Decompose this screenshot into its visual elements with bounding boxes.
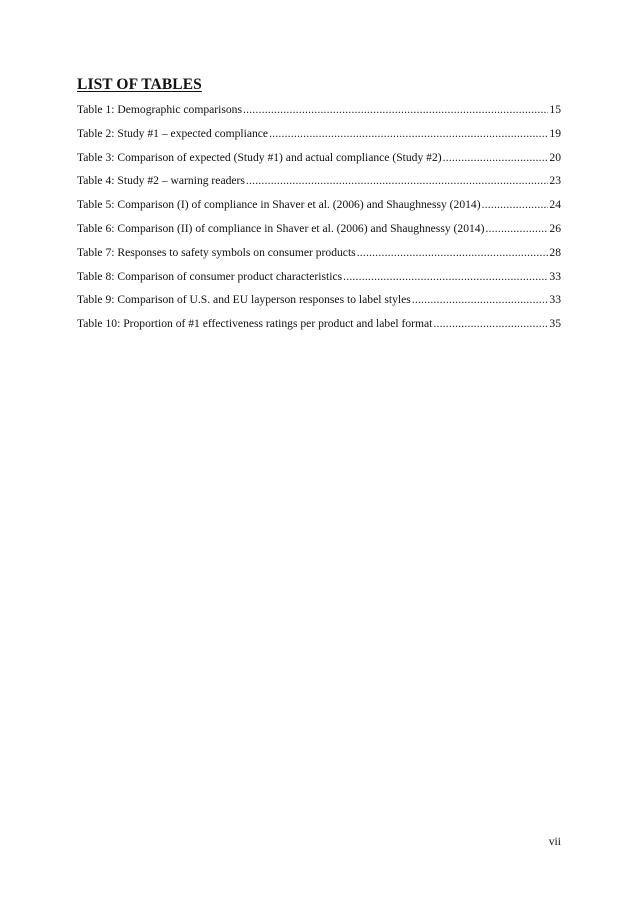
toc-entry[interactable] bbox=[77, 103, 561, 127]
dot-leader bbox=[443, 151, 549, 165]
toc-entry-page: 26 bbox=[549, 221, 561, 235]
toc-entry-page: 33 bbox=[549, 293, 561, 307]
dot-leader bbox=[482, 198, 549, 212]
toc-entry-label: Table 8: Comparison of consumer product characteristics bbox=[77, 269, 343, 283]
toc-entry-label: Table 3: Comparison of expected (Study #1) and actual compliance (Study #2) bbox=[77, 150, 442, 164]
toc-entry-label: Table 10: Proportion of #1 effectiveness ratings per product and label format bbox=[77, 317, 433, 331]
toc-entry-label: Table 6: Comparison (II) of compliance in Shaver et al. (2006) and Shaughnessy (2014) bbox=[77, 221, 485, 235]
dot-leader bbox=[357, 246, 549, 260]
page-title: LIST OF TABLES bbox=[77, 76, 202, 93]
dot-leader bbox=[343, 270, 548, 284]
dot-leader bbox=[485, 222, 548, 236]
toc-entry[interactable] bbox=[77, 222, 561, 246]
toc-entry-label: Table 4: Study #2 – warning readers bbox=[77, 174, 245, 188]
toc-entry-page: 15 bbox=[549, 103, 561, 116]
toc-entry-page: 28 bbox=[549, 245, 561, 259]
toc-entry[interactable] bbox=[77, 151, 561, 175]
toc-entry-page: 24 bbox=[549, 198, 561, 212]
toc-entry-label: Table 1: Demographic comparisons bbox=[77, 103, 242, 116]
toc-entry-label: Table 7: Responses to safety symbols on consumer products bbox=[77, 245, 356, 259]
toc-entry-label: Table 9: Comparison of U.S. and EU layperson responses to label styles bbox=[77, 293, 411, 307]
toc-entry[interactable] bbox=[77, 270, 561, 294]
toc-entry[interactable] bbox=[77, 198, 561, 222]
dot-leader bbox=[412, 293, 549, 307]
toc-entry-page: 19 bbox=[549, 126, 561, 140]
toc-entry-label: Table 5: Comparison (I) of compliance in Shaver et al. (2006) and Shaughnessy (2014) bbox=[77, 198, 481, 212]
page-number: vii bbox=[548, 835, 561, 848]
toc-entry[interactable] bbox=[77, 127, 561, 151]
dot-leader bbox=[246, 174, 549, 188]
toc-entry[interactable] bbox=[77, 246, 561, 270]
dot-leader bbox=[269, 127, 548, 141]
toc-entry-page: 23 bbox=[549, 174, 561, 188]
toc-entry[interactable] bbox=[77, 174, 561, 198]
toc-entry-page: 20 bbox=[549, 150, 561, 164]
dot-leader bbox=[243, 103, 548, 117]
toc-entry[interactable] bbox=[77, 317, 561, 341]
toc-entry-label: Table 2: Study #1 – expected compliance bbox=[77, 126, 269, 140]
toc-entry-page: 35 bbox=[549, 317, 561, 331]
dot-leader bbox=[433, 317, 548, 331]
toc-entry-page: 33 bbox=[549, 269, 561, 283]
toc-entry[interactable] bbox=[77, 293, 561, 317]
table-of-contents-list bbox=[77, 103, 561, 341]
